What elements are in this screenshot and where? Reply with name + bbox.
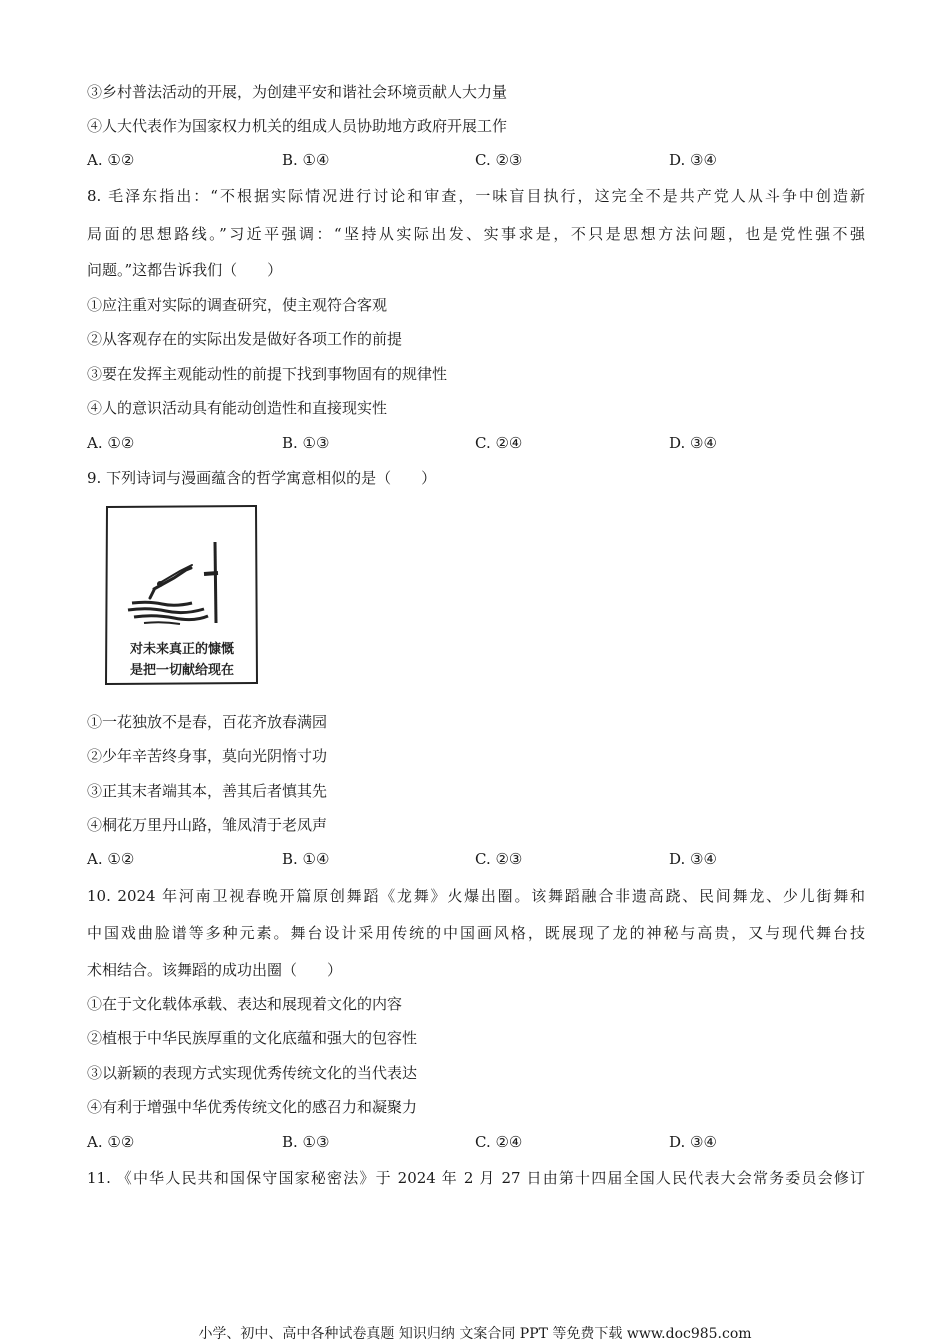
q10-item-4: ④有利于增强中华优秀传统文化的感召力和凝聚力 (87, 1098, 418, 1116)
q9-option-b: B. ①④ (282, 850, 330, 868)
q8-option-d: D. ③④ (669, 434, 717, 452)
q7-item-4: ④人大代表作为国家权力机关的组成人员协助地方政府开展工作 (87, 117, 508, 135)
q9-stem: 9. 下列诗词与漫画蕴含的哲学寓意相似的是（ ） (87, 469, 437, 487)
q8-item-3: ③要在发挥主观能动性的前提下找到事物固有的规律性 (87, 365, 448, 383)
page-footer: 小学、初中、高中各种试卷真题 知识归纳 文案合同 PPT 等免费下载 www.doc985.com (198, 1326, 752, 1342)
q8-item-4: ④人的意识活动具有能动创造性和直接现实性 (87, 399, 388, 417)
q9-option-d: D. ③④ (669, 850, 717, 868)
q10-item-2: ②植根于中华民族厚重的文化底蕴和强大的包容性 (87, 1029, 418, 1047)
q11-stem-line-1: 11. 《中华人民共和国保守国家秘密法》于 2024 年 2 月 27 日由第十四届全国人民代表大会常务委员会修订 (87, 1169, 865, 1187)
q7-option-c: C. ②③ (475, 151, 523, 169)
q8-stem-line-2: 局面的思想路线。”习近平强调：“坚持从实际出发、实事求是，不只是思想方法问题，也是党性强不强 (87, 225, 865, 243)
q10-item-3: ③以新颖的表现方式实现优秀传统文化的当代表达 (87, 1064, 418, 1082)
q7-option-b: B. ①④ (282, 151, 330, 169)
q8-item-1: ①应注重对实际的调查研究，使主观符合客观 (87, 296, 388, 314)
cartoon-caption-line-2: 是把一切献给现在 (129, 663, 235, 678)
cartoon-caption-line-1: 对未来真正的慷慨 (129, 642, 235, 657)
q9-item-1: ①一花独放不是春，百花齐放春满园 (87, 713, 328, 731)
diving-cartoon (104, 505, 258, 685)
q7-item-3: ③乡村普法活动的开展，为创建平安和谐社会环境贡献人大力量 (87, 83, 508, 101)
q9-option-a: A. ①② (87, 850, 135, 868)
q8-option-a: A. ①② (87, 434, 135, 452)
q10-item-1: ①在于文化载体承载、表达和展现着文化的内容 (87, 995, 403, 1013)
q8-option-c: C. ②④ (475, 434, 523, 452)
q10-option-a: A. ①② (87, 1133, 135, 1151)
q7-option-a: A. ①② (87, 151, 135, 169)
q8-option-b: B. ①③ (282, 434, 330, 452)
q9-option-c: C. ②③ (475, 850, 523, 868)
q9-item-4: ④桐花万里丹山路，雏凤清于老凤声 (87, 816, 328, 834)
q10-stem-line-2: 中国戏曲脸谱等多种元素。舞台设计采用传统的中国画风格，既展现了龙的神秘与高贵，又与现代舞台技 (87, 924, 865, 942)
q8-stem-line-1: 8. 毛泽东指出：“不根据实际情况进行讨论和审查，一味盲目执行，这完全不是共产党人从斗争中创造新 (87, 187, 865, 205)
q8-stem-line-3: 问题。”这都告诉我们（ ） (87, 261, 283, 279)
q10-option-d: D. ③④ (669, 1133, 717, 1151)
q9-item-2: ②少年辛苦终身事，莫向光阴惰寸功 (87, 747, 328, 765)
q7-option-d: D. ③④ (669, 151, 717, 169)
q10-stem-line-3: 术相结合。该舞蹈的成功出圈（ ） (87, 961, 343, 979)
q10-option-c: C. ②④ (475, 1133, 523, 1151)
q8-item-2: ②从客观存在的实际出发是做好各项工作的前提 (87, 330, 403, 348)
q9-item-3: ③正其末者端其本，善其后者慎其先 (87, 782, 328, 800)
q10-stem-line-1: 10. 2024 年河南卫视春晚开篇原创舞蹈《龙舞》火爆出圈。该舞蹈融合非遗高跷、民间舞龙、少儿街舞和 (87, 887, 865, 905)
q10-option-b: B. ①③ (282, 1133, 330, 1151)
